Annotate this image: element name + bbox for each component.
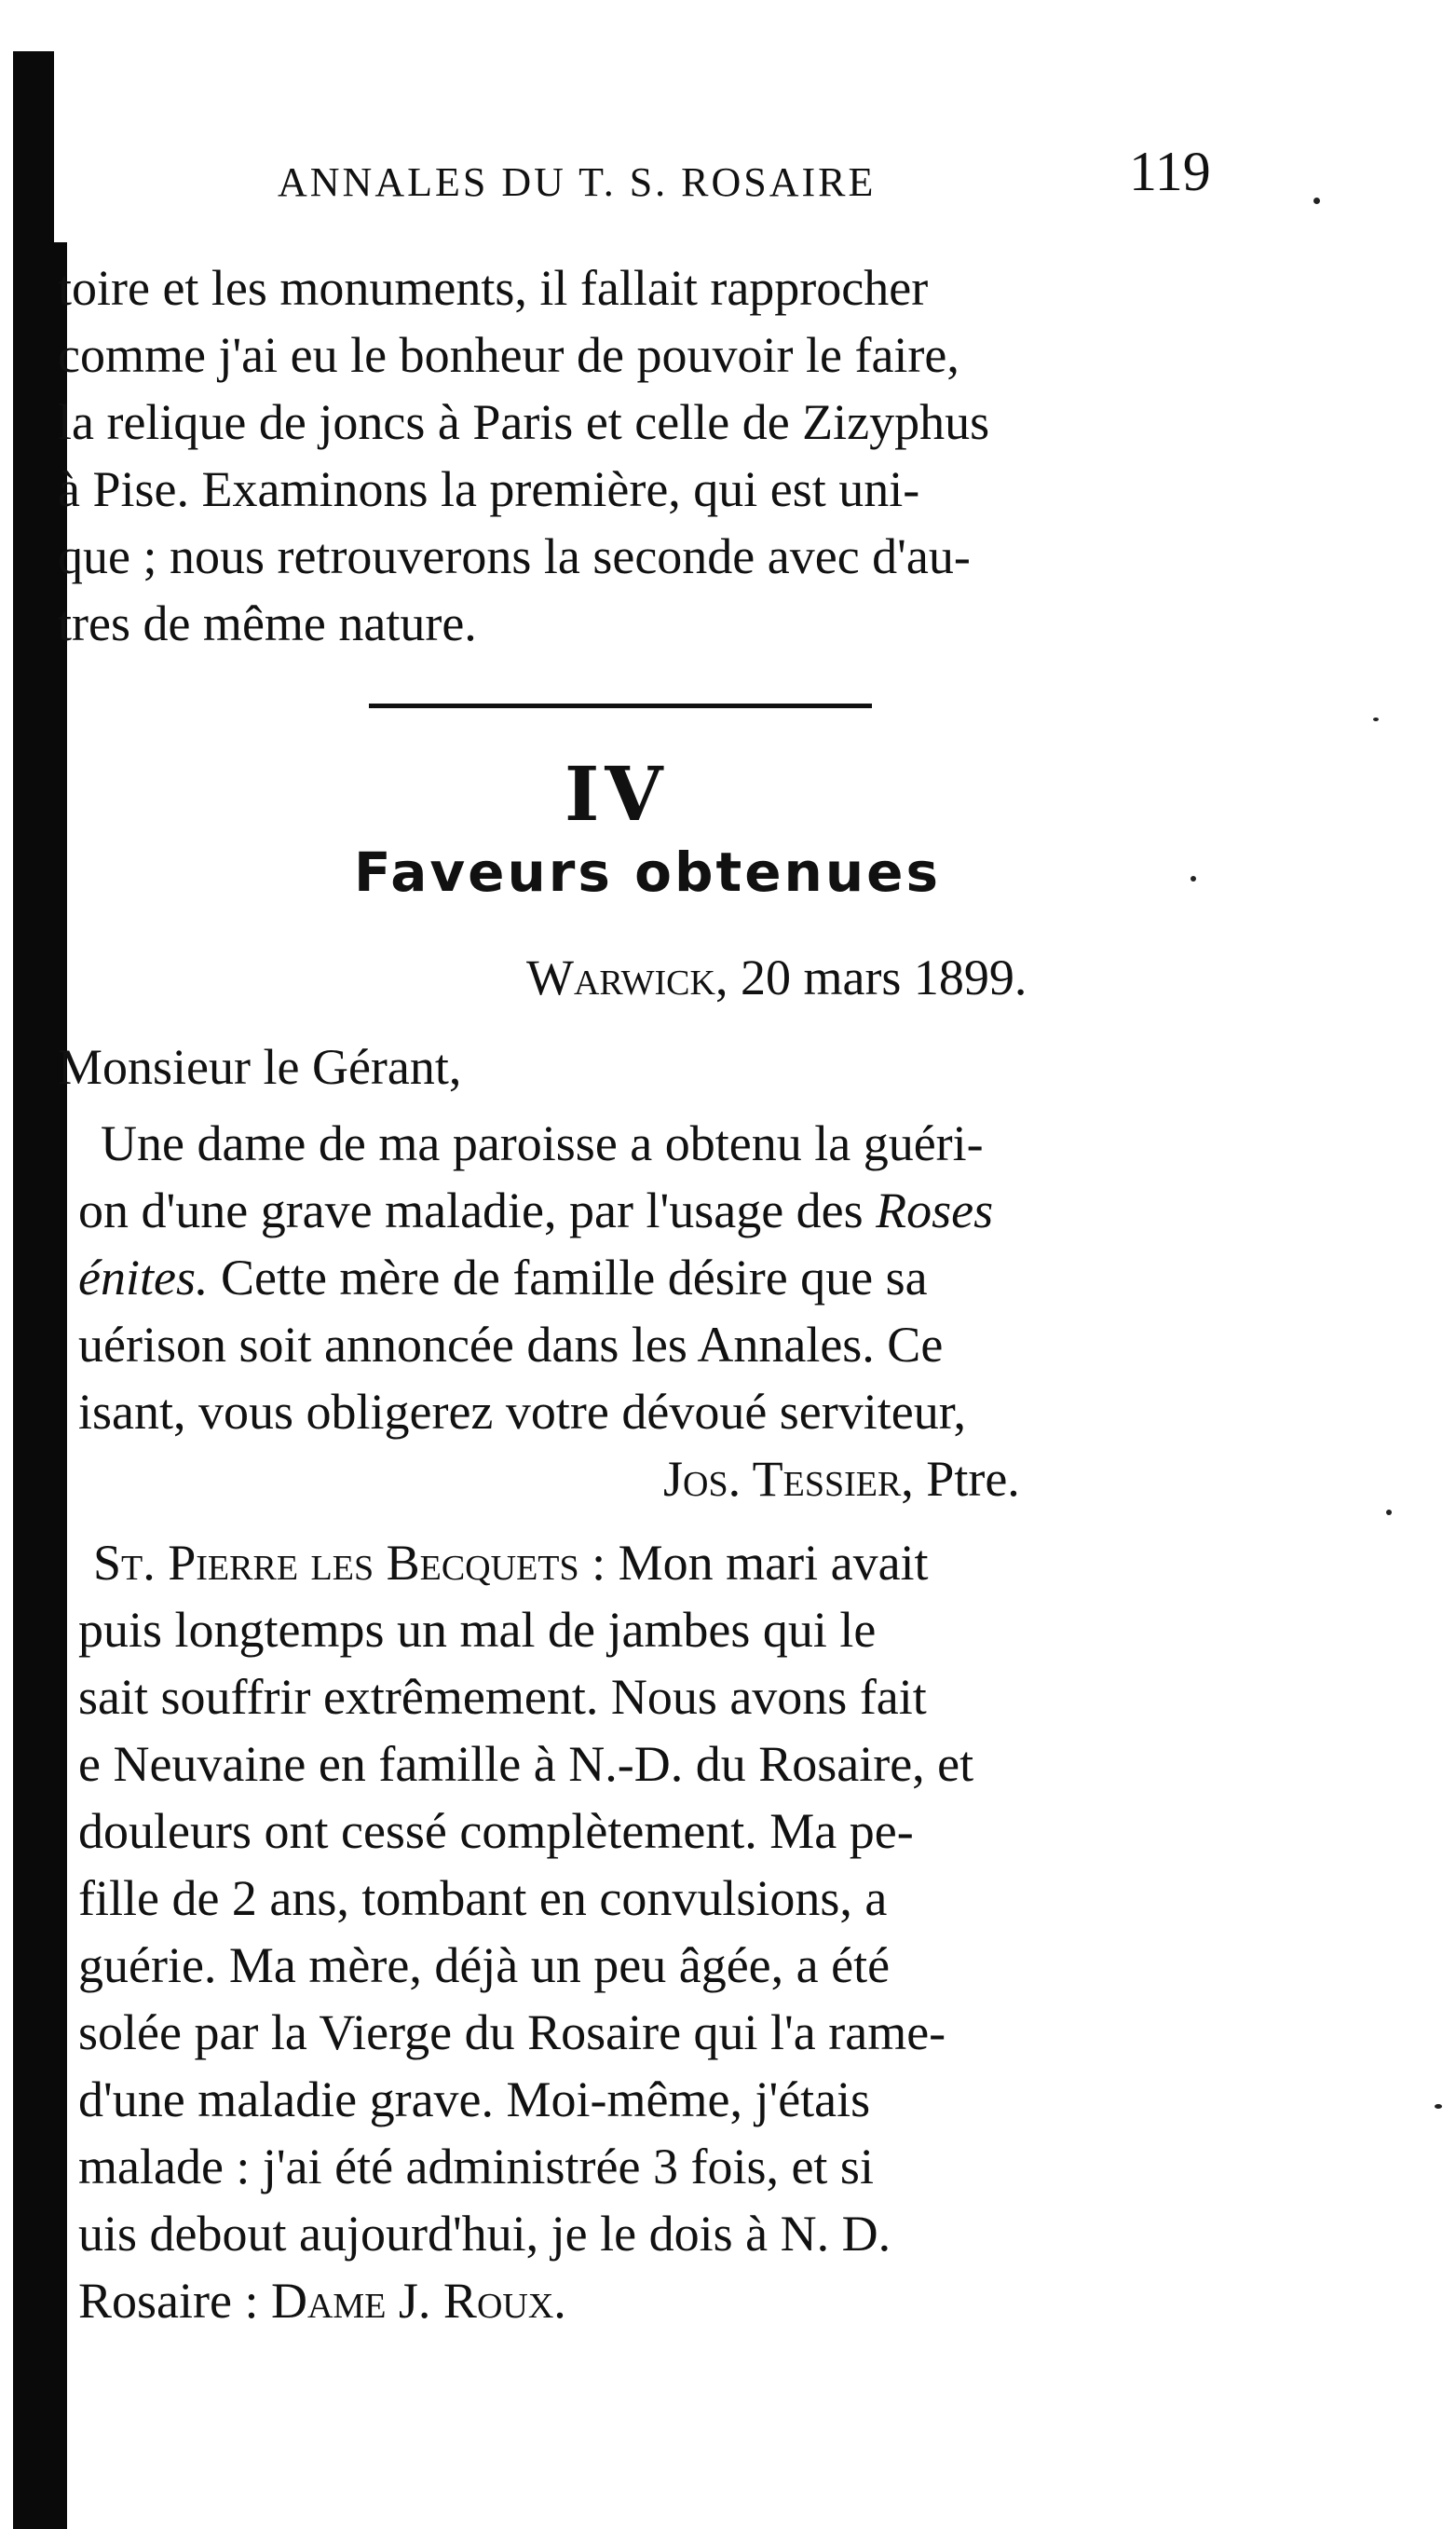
specks <box>1386 1510 1392 1515</box>
running-header: ANNALES DU T. S. ROSAIRE <box>278 159 877 205</box>
signature <box>663 1451 1020 1507</box>
binding-shadow-inner <box>54 242 67 2529</box>
signature-title: Ptre. <box>926 1451 1020 1507</box>
body-line <box>78 1182 994 1238</box>
section-title: Faveurs obtenues <box>354 841 941 904</box>
section-numeral: IV <box>565 750 669 838</box>
place-name: St. Pierre les Becquets : <box>93 1535 606 1591</box>
body-line <box>78 1250 928 1306</box>
body-line <box>78 2273 566 2329</box>
italic-text: Roses <box>876 1182 994 1238</box>
body-line: fille de 2 ans, tombant en convulsions, a <box>78 1870 888 1926</box>
dateline-date: 20 mars 1899. <box>740 950 1027 1005</box>
body-line: sait souffrir extrêmement. Nous avons fait <box>78 1669 927 1725</box>
specks <box>1373 718 1379 721</box>
specks <box>1191 876 1196 882</box>
body-line: douleurs ont cessé complètement. Ma pe- <box>78 1803 914 1859</box>
body-line: comme j'ai eu le bonheur de pouvoir le faire, <box>58 327 959 383</box>
body-line: Une dame de ma paroisse a obtenu la guéri- <box>101 1115 984 1171</box>
body-line: puis longtemps un mal de jambes qui le <box>78 1602 877 1658</box>
specks <box>1435 2104 1442 2109</box>
body-line: à Pise. Examinons la première, qui est uni- <box>58 461 920 517</box>
body-line: malade : j'ai été administrée 3 fois, et si <box>78 2139 874 2194</box>
dateline <box>526 952 1027 1003</box>
body-line: la relique de joncs à Paris et celle de Zizyphus <box>58 394 990 450</box>
specks <box>1313 198 1320 204</box>
body-line: que ; nous retrouverons la seconde avec d'au- <box>58 528 971 584</box>
salutation: Monsieur le Gérant, <box>58 1039 462 1095</box>
body-line: d'une maladie grave. Moi-même, j'étais <box>78 2071 871 2127</box>
body-line: uérison soit annoncée dans les Annales. Ce <box>78 1317 944 1373</box>
body-line: uis debout aujourd'hui, je le dois à N. D. <box>78 2206 891 2262</box>
body-line: isant, vous obligerez votre dévoué serviteur, <box>78 1384 967 1440</box>
body-text: Rosaire : <box>78 2273 259 2329</box>
body-line: guérie. Ma mère, déjà un peu âgée, a été <box>78 1937 891 1993</box>
body-text: Mon mari avait <box>618 1535 929 1591</box>
signature: Dame J. Roux. <box>270 2273 566 2329</box>
body-line: solée par la Vierge du Rosaire qui l'a rame- <box>78 2004 946 2060</box>
body-line: toire et les monuments, il fallait rapprocher <box>58 260 929 316</box>
signature-name: Jos. Tessier, <box>663 1451 914 1507</box>
body-line: e Neuvaine en famille à N.-D. du Rosaire, et <box>78 1736 974 1792</box>
italic-text: énites. <box>78 1250 209 1306</box>
body-text: Cette mère de famille désire que sa <box>220 1250 928 1306</box>
body-line <box>93 1535 929 1591</box>
dateline-place: Warwick, <box>526 950 728 1005</box>
section-divider <box>369 704 872 708</box>
body-text: on d'une grave maladie, par l'usage des <box>78 1182 864 1238</box>
body-line: tres de même nature. <box>58 595 477 651</box>
page-number: 119 <box>1129 141 1211 202</box>
binding-shadow <box>13 51 54 2529</box>
